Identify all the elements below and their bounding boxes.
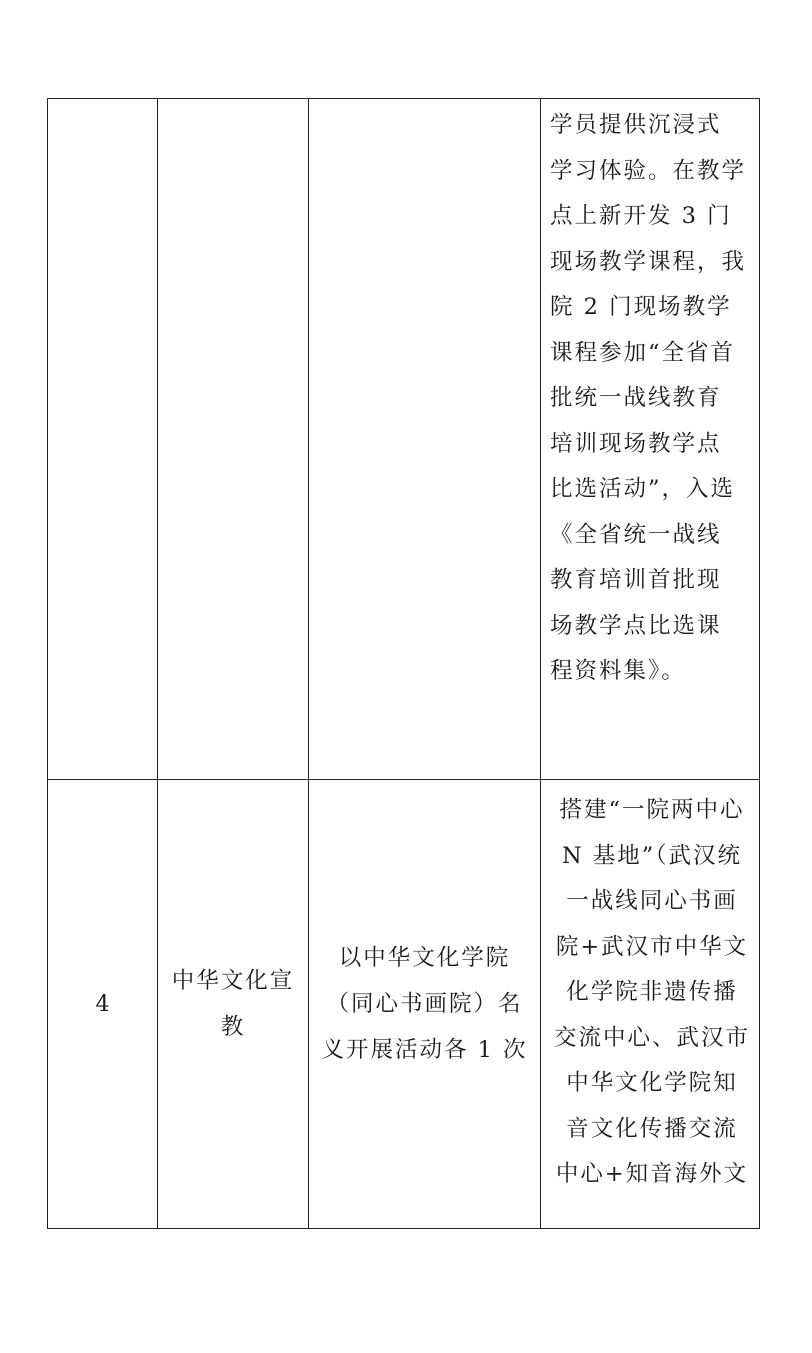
achievement-text: 学员提供沉浸式 学习体验。在教学 点上新开发 3 门 现场教学课程，我 院 2 门现场教学 课程参加“全省首 批统一战线教育 培训现场教学点 比选活动”，入选 《全省统一战线 教育培训首批现 场教学点比选课 程资料集》。 <box>550 112 747 684</box>
row-number: 4 <box>95 991 110 1017</box>
category-text: 中华文化宣 教 <box>171 968 295 1040</box>
standard-cell <box>309 780 541 1229</box>
table-cell <box>48 99 158 780</box>
table-row <box>48 99 760 780</box>
table-row <box>48 780 760 1229</box>
document-table <box>47 98 760 1229</box>
details-text: 搭建“一院两中心 N 基地”（武汉统 一战线同心书画 院+武汉市中华文 化学院非遗传播 交流中心、武汉市 中华文化学院知 音文化传播交流 中心+知音海外文 <box>553 797 750 1187</box>
table-cell <box>158 99 309 780</box>
details-cell <box>541 780 760 1229</box>
table-cell <box>309 99 541 780</box>
standard-text: 以中华文化学院 （同心书画院）名 义开展活动各 1 次 <box>321 945 528 1063</box>
table-cell <box>541 99 760 780</box>
row-number-cell <box>48 780 158 1229</box>
category-cell <box>158 780 309 1229</box>
